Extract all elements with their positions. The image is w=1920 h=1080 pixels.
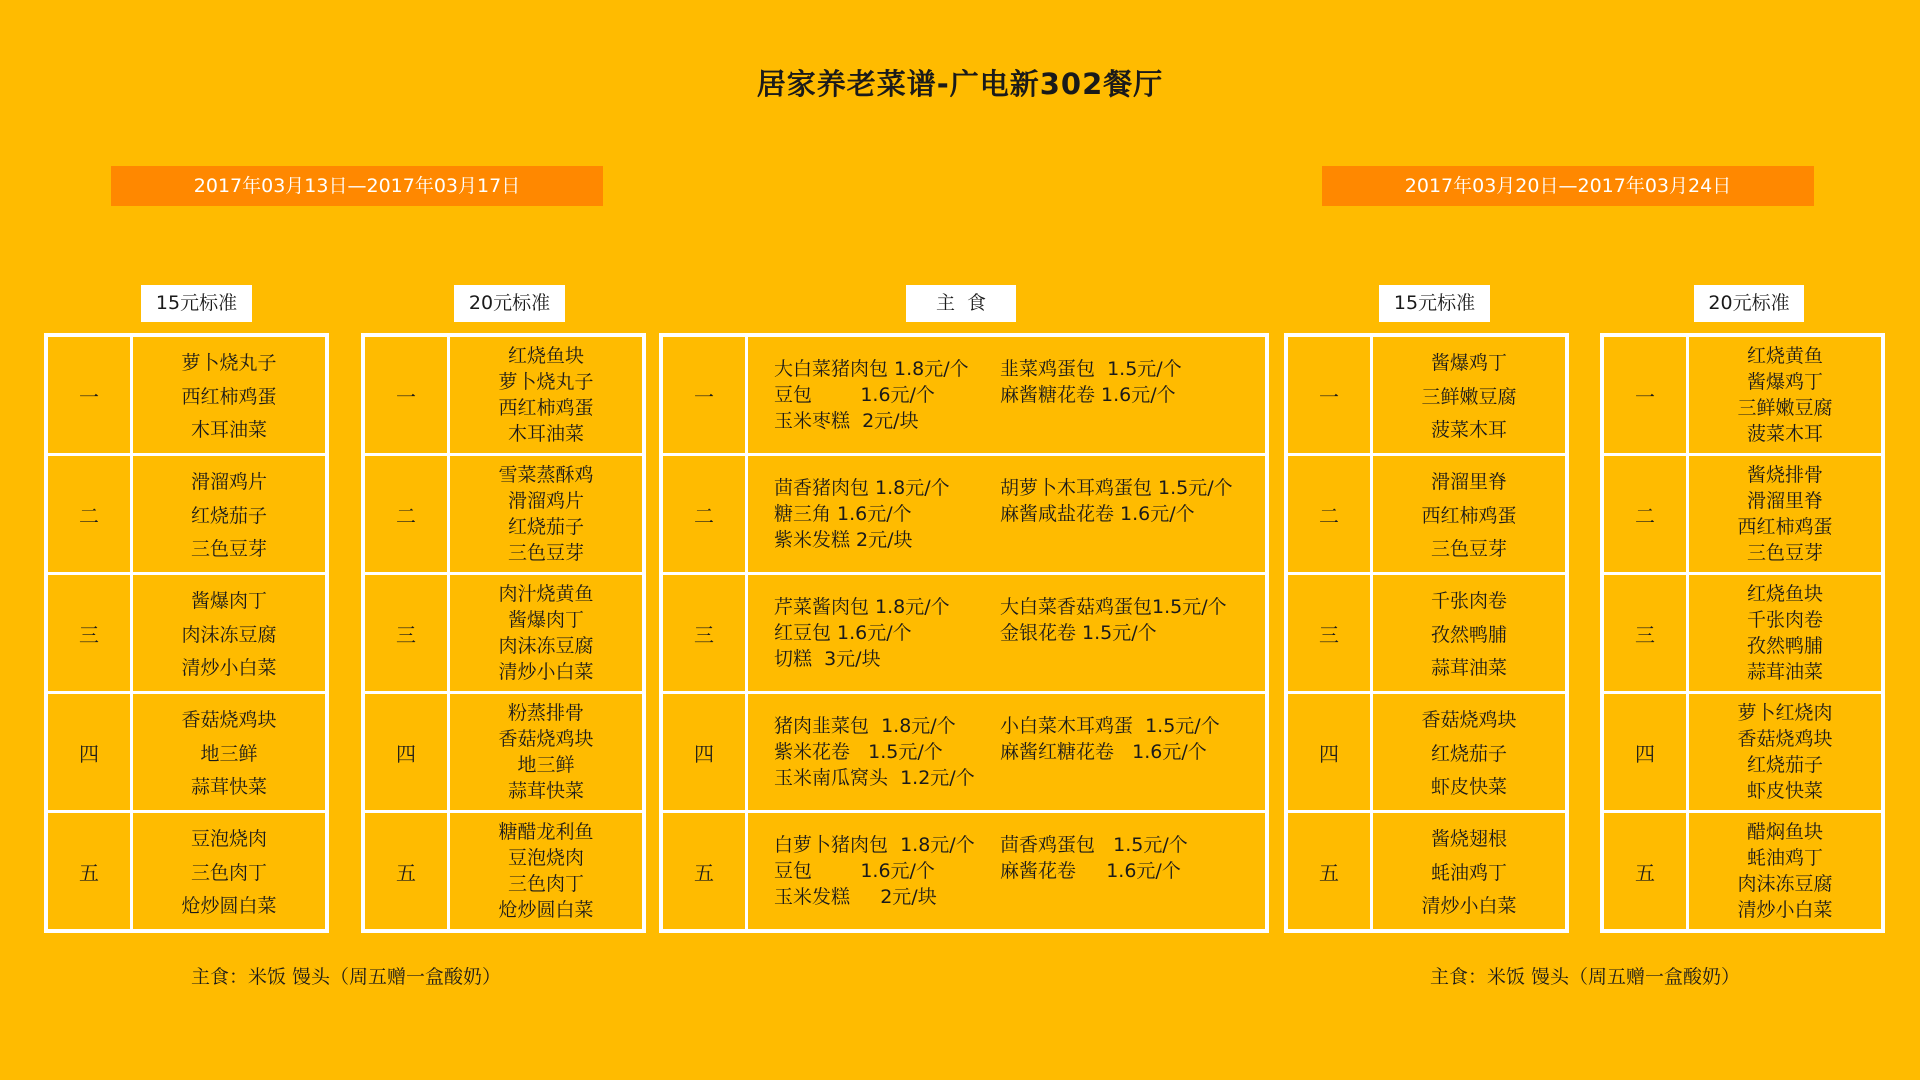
table-row (365, 694, 642, 813)
staple-line (774, 382, 1265, 408)
dish-cell (1689, 337, 1881, 453)
dish-item: 清炒小白菜 (1737, 899, 1833, 921)
dish-cell (1689, 456, 1881, 572)
table-row (1288, 456, 1565, 575)
staple-item: 切糕 3元/块 (774, 648, 881, 670)
staple-cell (748, 456, 1265, 572)
table-row (1288, 694, 1565, 813)
staple-item: 大白菜猪肉包 1.8元/个 (774, 358, 969, 380)
staple-line (774, 765, 1265, 791)
dish-item: 蒜茸快菜 (190, 776, 267, 799)
dish-item: 孜然鸭脯 (1430, 623, 1507, 646)
dish-item: 清炒小白菜 (1421, 895, 1517, 918)
staple-cell (748, 337, 1265, 453)
dish-item: 萝卜烧丸子 (181, 351, 277, 374)
table-row (663, 575, 1265, 694)
week1-footnote: 主食：米饭 馒头（周五赠一盒酸奶） (191, 966, 502, 988)
table-row (48, 813, 325, 929)
dish-cell (1373, 694, 1565, 810)
dish-item: 萝卜红烧肉 (1737, 702, 1833, 724)
dish-item: 豆泡烧肉 (507, 847, 584, 869)
dish-item: 蒜茸快菜 (507, 780, 584, 802)
dish-cell (1689, 694, 1881, 810)
dish-item: 地三鲜 (517, 754, 575, 776)
dish-item: 木耳油菜 (507, 423, 584, 445)
staple-item: 麻酱花卷 1.6元/个 (1000, 860, 1181, 882)
dish-item: 红烧黄鱼 (1746, 345, 1823, 367)
staple-item: 韭菜鸡蛋包 1.5元/个 (1000, 358, 1182, 380)
weekday-cell: 五 (1288, 813, 1373, 929)
staple-item: 猪肉韭菜包 1.8元/个 (774, 715, 956, 737)
week1-std15-table (44, 333, 329, 933)
staple-line (774, 594, 1265, 620)
week2-std15-table (1284, 333, 1569, 933)
dish-item: 萝卜烧丸子 (498, 371, 594, 393)
weekday-cell: 一 (48, 337, 133, 453)
dish-item: 清炒小白菜 (181, 657, 277, 680)
dish-cell (1373, 337, 1565, 453)
dish-item: 西红柿鸡蛋 (181, 385, 277, 408)
dish-item: 地三鲜 (200, 742, 258, 765)
table-row (365, 575, 642, 694)
staple-line (774, 713, 1265, 739)
staple-line (774, 527, 1265, 553)
weekday-cell: 二 (663, 456, 748, 572)
dish-item: 三色肉丁 (507, 873, 584, 895)
week1-std15-label: 15元标准 (141, 285, 252, 322)
staple-table (659, 333, 1269, 933)
staple-line (774, 739, 1265, 765)
staple-item: 芹菜酱肉包 1.8元/个 (774, 596, 950, 618)
dish-item: 三色豆芽 (1430, 538, 1507, 561)
staple-item: 红豆包 1.6元/个 (774, 622, 912, 644)
week2-std20-label: 20元标准 (1694, 285, 1804, 322)
staple-item: 大白菜香菇鸡蛋包1.5元/个 (1000, 596, 1227, 618)
table-row (663, 813, 1265, 929)
dish-cell (133, 813, 325, 929)
dish-item: 红烧鱼块 (507, 345, 584, 367)
dish-cell (133, 337, 325, 453)
staple-item: 麻酱糖花卷 1.6元/个 (1000, 384, 1176, 406)
dish-item: 酱烧翅根 (1430, 827, 1507, 850)
dish-item: 菠菜木耳 (1746, 423, 1823, 445)
dish-item: 炝炒圆白菜 (498, 899, 594, 921)
table-row (48, 456, 325, 575)
weekday-cell: 三 (1288, 575, 1373, 691)
dish-item: 滑溜里脊 (1746, 490, 1823, 512)
staple-item: 麻酱咸盐花卷 1.6元/个 (1000, 503, 1195, 525)
dish-item: 菠菜木耳 (1430, 419, 1507, 442)
dish-item: 红烧茄子 (190, 504, 267, 527)
staple-line (774, 408, 1265, 434)
staple-line (774, 501, 1265, 527)
week2-date-range: 2017年03月20日—2017年03月24日 (1322, 166, 1814, 206)
weekday-cell: 四 (1604, 694, 1689, 810)
weekday-cell: 二 (1288, 456, 1373, 572)
staple-item: 茴香鸡蛋包 1.5元/个 (1000, 834, 1188, 856)
dish-item: 醋焖鱼块 (1746, 821, 1823, 843)
table-row (1288, 337, 1565, 456)
dish-item: 豆泡烧肉 (190, 827, 267, 850)
dish-cell (133, 694, 325, 810)
weekday-cell: 四 (663, 694, 748, 810)
dish-item: 香菇烧鸡块 (498, 728, 594, 750)
table-row (1288, 813, 1565, 929)
week1-std20-label: 20元标准 (454, 285, 565, 322)
table-row (1604, 694, 1881, 813)
dish-cell (450, 456, 642, 572)
table-row (1288, 575, 1565, 694)
page-title: 居家养老菜谱-广电新302餐厅 (756, 67, 1164, 101)
staple-line (774, 832, 1265, 858)
dish-item: 酱烧排骨 (1746, 464, 1823, 486)
table-row (1604, 575, 1881, 694)
weekday-cell: 三 (48, 575, 133, 691)
weekday-cell: 四 (365, 694, 450, 810)
dish-item: 西红柿鸡蛋 (1737, 516, 1833, 538)
dish-item: 酱爆肉丁 (190, 589, 267, 612)
weekday-cell: 三 (365, 575, 450, 691)
dish-item: 西红柿鸡蛋 (498, 397, 594, 419)
staple-line (774, 858, 1265, 884)
week2-footnote: 主食：米饭 馒头（周五赠一盒酸奶） (1430, 966, 1741, 988)
dish-cell (1689, 575, 1881, 691)
dish-item: 糖醋龙利鱼 (498, 821, 594, 843)
weekday-cell: 二 (1604, 456, 1689, 572)
weekday-cell: 一 (1288, 337, 1373, 453)
dish-item: 肉沫冻豆腐 (498, 635, 594, 657)
dish-item: 肉沫冻豆腐 (1737, 873, 1833, 895)
staple-item: 白萝卜猪肉包 1.8元/个 (774, 834, 975, 856)
dish-item: 肉汁烧黄鱼 (498, 583, 594, 605)
weekday-cell: 三 (1604, 575, 1689, 691)
dish-item: 西红柿鸡蛋 (1421, 504, 1517, 527)
dish-item: 孜然鸭脯 (1746, 635, 1823, 657)
table-row (663, 694, 1265, 813)
weekday-cell: 二 (48, 456, 133, 572)
dish-item: 三色豆芽 (1746, 542, 1823, 564)
dish-cell (1373, 575, 1565, 691)
dish-item: 虾皮快菜 (1746, 780, 1823, 802)
weekday-cell: 五 (663, 813, 748, 929)
staple-item: 紫米发糕 2元/块 (774, 529, 913, 551)
table-row (1604, 813, 1881, 929)
weekday-cell: 一 (365, 337, 450, 453)
dish-item: 红烧鱼块 (1746, 583, 1823, 605)
dish-item: 酱爆肉丁 (507, 609, 584, 631)
staple-item: 麻酱红糖花卷 1.6元/个 (1000, 741, 1207, 763)
table-row (663, 337, 1265, 456)
dish-item: 三鲜嫩豆腐 (1421, 385, 1517, 408)
table-row (48, 694, 325, 813)
staple-line (774, 475, 1265, 501)
staple-label: 主 食 (906, 285, 1016, 322)
table-row (1604, 337, 1881, 456)
dish-item: 千张肉卷 (1430, 589, 1507, 612)
week2-std20-table (1600, 333, 1885, 933)
weekday-cell: 一 (1604, 337, 1689, 453)
dish-item: 肉沫冻豆腐 (181, 623, 277, 646)
weekday-cell: 五 (1604, 813, 1689, 929)
dish-item: 蒜茸油菜 (1746, 661, 1823, 683)
dish-item: 酱爆鸡丁 (1746, 371, 1823, 393)
table-row (1604, 456, 1881, 575)
weekday-cell: 四 (1288, 694, 1373, 810)
dish-item: 三色肉丁 (190, 861, 267, 884)
dish-cell (1373, 813, 1565, 929)
dish-item: 滑溜鸡片 (190, 470, 267, 493)
staple-line (774, 884, 1265, 910)
dish-item: 三色豆芽 (507, 542, 584, 564)
dish-cell (450, 813, 642, 929)
staple-item: 豆包 1.6元/个 (774, 860, 935, 882)
dish-item: 滑溜里脊 (1430, 470, 1507, 493)
staple-item: 豆包 1.6元/个 (774, 384, 935, 406)
dish-item: 红烧茄子 (507, 516, 584, 538)
dish-item: 蚝油鸡丁 (1746, 847, 1823, 869)
table-row (365, 456, 642, 575)
dish-item: 清炒小白菜 (498, 661, 594, 683)
staple-line (774, 620, 1265, 646)
dish-item: 香菇烧鸡块 (1737, 728, 1833, 750)
table-row (663, 456, 1265, 575)
dish-cell (1689, 813, 1881, 929)
weekday-cell: 五 (48, 813, 133, 929)
dish-cell (450, 694, 642, 810)
weekday-cell: 四 (48, 694, 133, 810)
dish-item: 香菇烧鸡块 (181, 708, 277, 731)
staple-item: 玉米发糕 2元/块 (774, 886, 937, 908)
staple-item: 糖三角 1.6元/个 (774, 503, 912, 525)
dish-cell (450, 337, 642, 453)
dish-item: 蒜茸油菜 (1430, 657, 1507, 680)
dish-cell (133, 456, 325, 572)
dish-item: 虾皮快菜 (1430, 776, 1507, 799)
dish-item: 粉蒸排骨 (507, 702, 584, 724)
staple-line (774, 646, 1265, 672)
staple-line (774, 356, 1265, 382)
staple-item: 茴香猪肉包 1.8元/个 (774, 477, 950, 499)
staple-item: 小白菜木耳鸡蛋 1.5元/个 (1000, 715, 1220, 737)
dish-cell (133, 575, 325, 691)
dish-item: 三鲜嫩豆腐 (1737, 397, 1833, 419)
staple-item: 玉米枣糕 2元/块 (774, 410, 919, 432)
table-row (365, 813, 642, 929)
dish-item: 蚝油鸡丁 (1430, 861, 1507, 884)
staple-item: 胡萝卜木耳鸡蛋包 1.5元/个 (1000, 477, 1233, 499)
staple-cell (748, 575, 1265, 691)
weekday-cell: 一 (663, 337, 748, 453)
table-row (365, 337, 642, 456)
week2-std15-label: 15元标准 (1379, 285, 1490, 322)
dish-item: 滑溜鸡片 (507, 490, 584, 512)
dish-item: 雪菜蒸酥鸡 (498, 464, 594, 486)
table-row (48, 575, 325, 694)
dish-item: 香菇烧鸡块 (1421, 708, 1517, 731)
dish-item: 木耳油菜 (190, 419, 267, 442)
dish-cell (1373, 456, 1565, 572)
dish-item: 三色豆芽 (190, 538, 267, 561)
weekday-cell: 三 (663, 575, 748, 691)
dish-item: 千张肉卷 (1746, 609, 1823, 631)
staple-item: 金银花卷 1.5元/个 (1000, 622, 1157, 644)
weekday-cell: 五 (365, 813, 450, 929)
staple-item: 玉米南瓜窝头 1.2元/个 (774, 767, 975, 789)
week1-std20-table (361, 333, 646, 933)
week1-date-range: 2017年03月13日—2017年03月17日 (111, 166, 603, 206)
table-row (48, 337, 325, 456)
staple-cell (748, 694, 1265, 810)
dish-cell (450, 575, 642, 691)
staple-item: 紫米花卷 1.5元/个 (774, 741, 943, 763)
dish-item: 炝炒圆白菜 (181, 895, 277, 918)
dish-item: 酱爆鸡丁 (1430, 351, 1507, 374)
staple-cell (748, 813, 1265, 929)
dish-item: 红烧茄子 (1430, 742, 1507, 765)
weekday-cell: 二 (365, 456, 450, 572)
dish-item: 红烧茄子 (1746, 754, 1823, 776)
